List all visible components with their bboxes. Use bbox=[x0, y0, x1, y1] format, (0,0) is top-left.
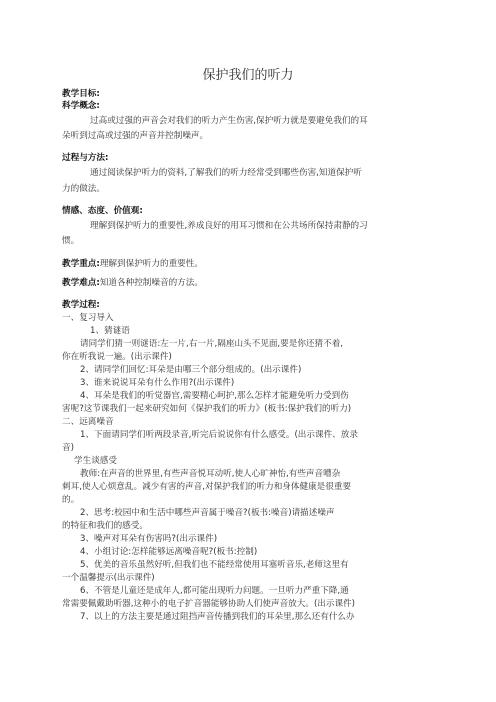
attitude-line: 惯。 bbox=[62, 236, 80, 246]
procedure-line: 1、下面请同学们听两段录音,听完后说说你有什么感受。(出示课件、放录 bbox=[80, 430, 358, 440]
procedure-line: 2、请同学们回忆:耳朵是由哪三个部分组成的。(出示课件) bbox=[80, 365, 302, 375]
procedure-line: 二、远离噪音 bbox=[62, 417, 114, 427]
procedure-heading: 教学过程: bbox=[62, 300, 100, 310]
science-line: 朵听到过高或过强的声音并控制噪声。 bbox=[62, 131, 209, 141]
procedure-line: 1、猜谜语 bbox=[90, 326, 130, 336]
key-point-text: 理解到保护听力的重要性。 bbox=[99, 259, 203, 269]
science-heading: 科学概念: bbox=[62, 101, 100, 111]
science-line: 过高或过强的声音会对我们的听力产生伤害,保护听力就是要避免我们的耳 bbox=[90, 116, 368, 126]
procedure-line: 4、小组讨论:怎样能够远离噪音呢?(板书:控制) bbox=[80, 547, 258, 557]
attitude-line: 理解到保护听力的重要性,养成良好的用耳习惯和在公共场所保持肃静的习 bbox=[90, 221, 368, 231]
process-method-line: 通过阅读保护听力的资料,了解我们的听力经常受到哪些伤害,知道保护听 bbox=[90, 168, 362, 178]
process-method-line: 力的做法。 bbox=[62, 184, 105, 194]
attitude-heading: 情感、态度、价值观: bbox=[62, 206, 143, 216]
page-title: 保护我们的听力 bbox=[202, 68, 294, 83]
procedure-line: 你在听我说一遍。(出示课件) bbox=[62, 352, 172, 362]
procedure-line: 一、复习导入 bbox=[62, 313, 114, 323]
key-point bbox=[62, 259, 203, 270]
procedure-line: 音) bbox=[62, 443, 74, 453]
procedure-line: 的特征和我们的感受。 bbox=[62, 521, 148, 531]
procedure-line: 害呢?这节课我们一起来研究如何《保护我们的听力》(板书:保护我们的听力) bbox=[62, 404, 352, 414]
procedure-line: 请同学们猜一则谜语:左一片,右一片,隔座山头不见面,要是你还猜不着, bbox=[80, 339, 344, 349]
key-point-label: 教学重点: bbox=[62, 259, 100, 269]
procedure-line: 3、谁来说说耳朵有什么作用?(出示课件) bbox=[80, 378, 235, 388]
procedure-line: 6、不管是儿童还是成年人,都可能出现听力问题。一旦听力严重下降,通 bbox=[80, 586, 349, 596]
procedure-line: 2、思考:校园中和生活中哪些声音属于噪音?(板书:噪音)请描述噪声 bbox=[80, 508, 335, 518]
procedure-line: 刺耳,使人心烦意乱。减少有害的声音,对保护我们的听力和身体健康是很重要 bbox=[62, 482, 352, 492]
objectives-heading: 教学目标: bbox=[62, 89, 100, 99]
procedure-line: 7、以上的方法主要是通过阻挡声音传播到我们的耳朵里,那么还有什么办 bbox=[80, 612, 355, 622]
difficulty bbox=[62, 278, 203, 289]
procedure-line: 的。 bbox=[62, 495, 80, 505]
procedure-line: 4、耳朵是我们的听觉器官,需要精心呵护,那么怎样才能避免听力受到伤 bbox=[80, 391, 349, 401]
procedure-line: 常需要佩戴助听器,这种小的电子扩音器能够协助人们使声音放大。(出示课件) bbox=[62, 599, 356, 609]
procedure-line: 5、优美的音乐虽然好听,但我们也不能经常使用耳塞听音乐,老师这里有 bbox=[80, 560, 349, 570]
procedure-line: 学生谈感受 bbox=[74, 456, 117, 466]
difficulty-label: 教学难点: bbox=[62, 278, 100, 288]
difficulty-text: 知道各种控制噪音的方法。 bbox=[99, 278, 203, 288]
procedure-line: 教师:在声音的世界里,有些声音悦耳动听,使人心旷神怡,有些声音嘈杂 bbox=[80, 469, 341, 479]
process-method-heading: 过程与方法: bbox=[62, 153, 109, 163]
procedure-line: 3、噪声对耳朵有伤害吗?(出示课件) bbox=[80, 534, 218, 544]
procedure-line: 一个温馨提示(出示课件) bbox=[62, 573, 155, 583]
